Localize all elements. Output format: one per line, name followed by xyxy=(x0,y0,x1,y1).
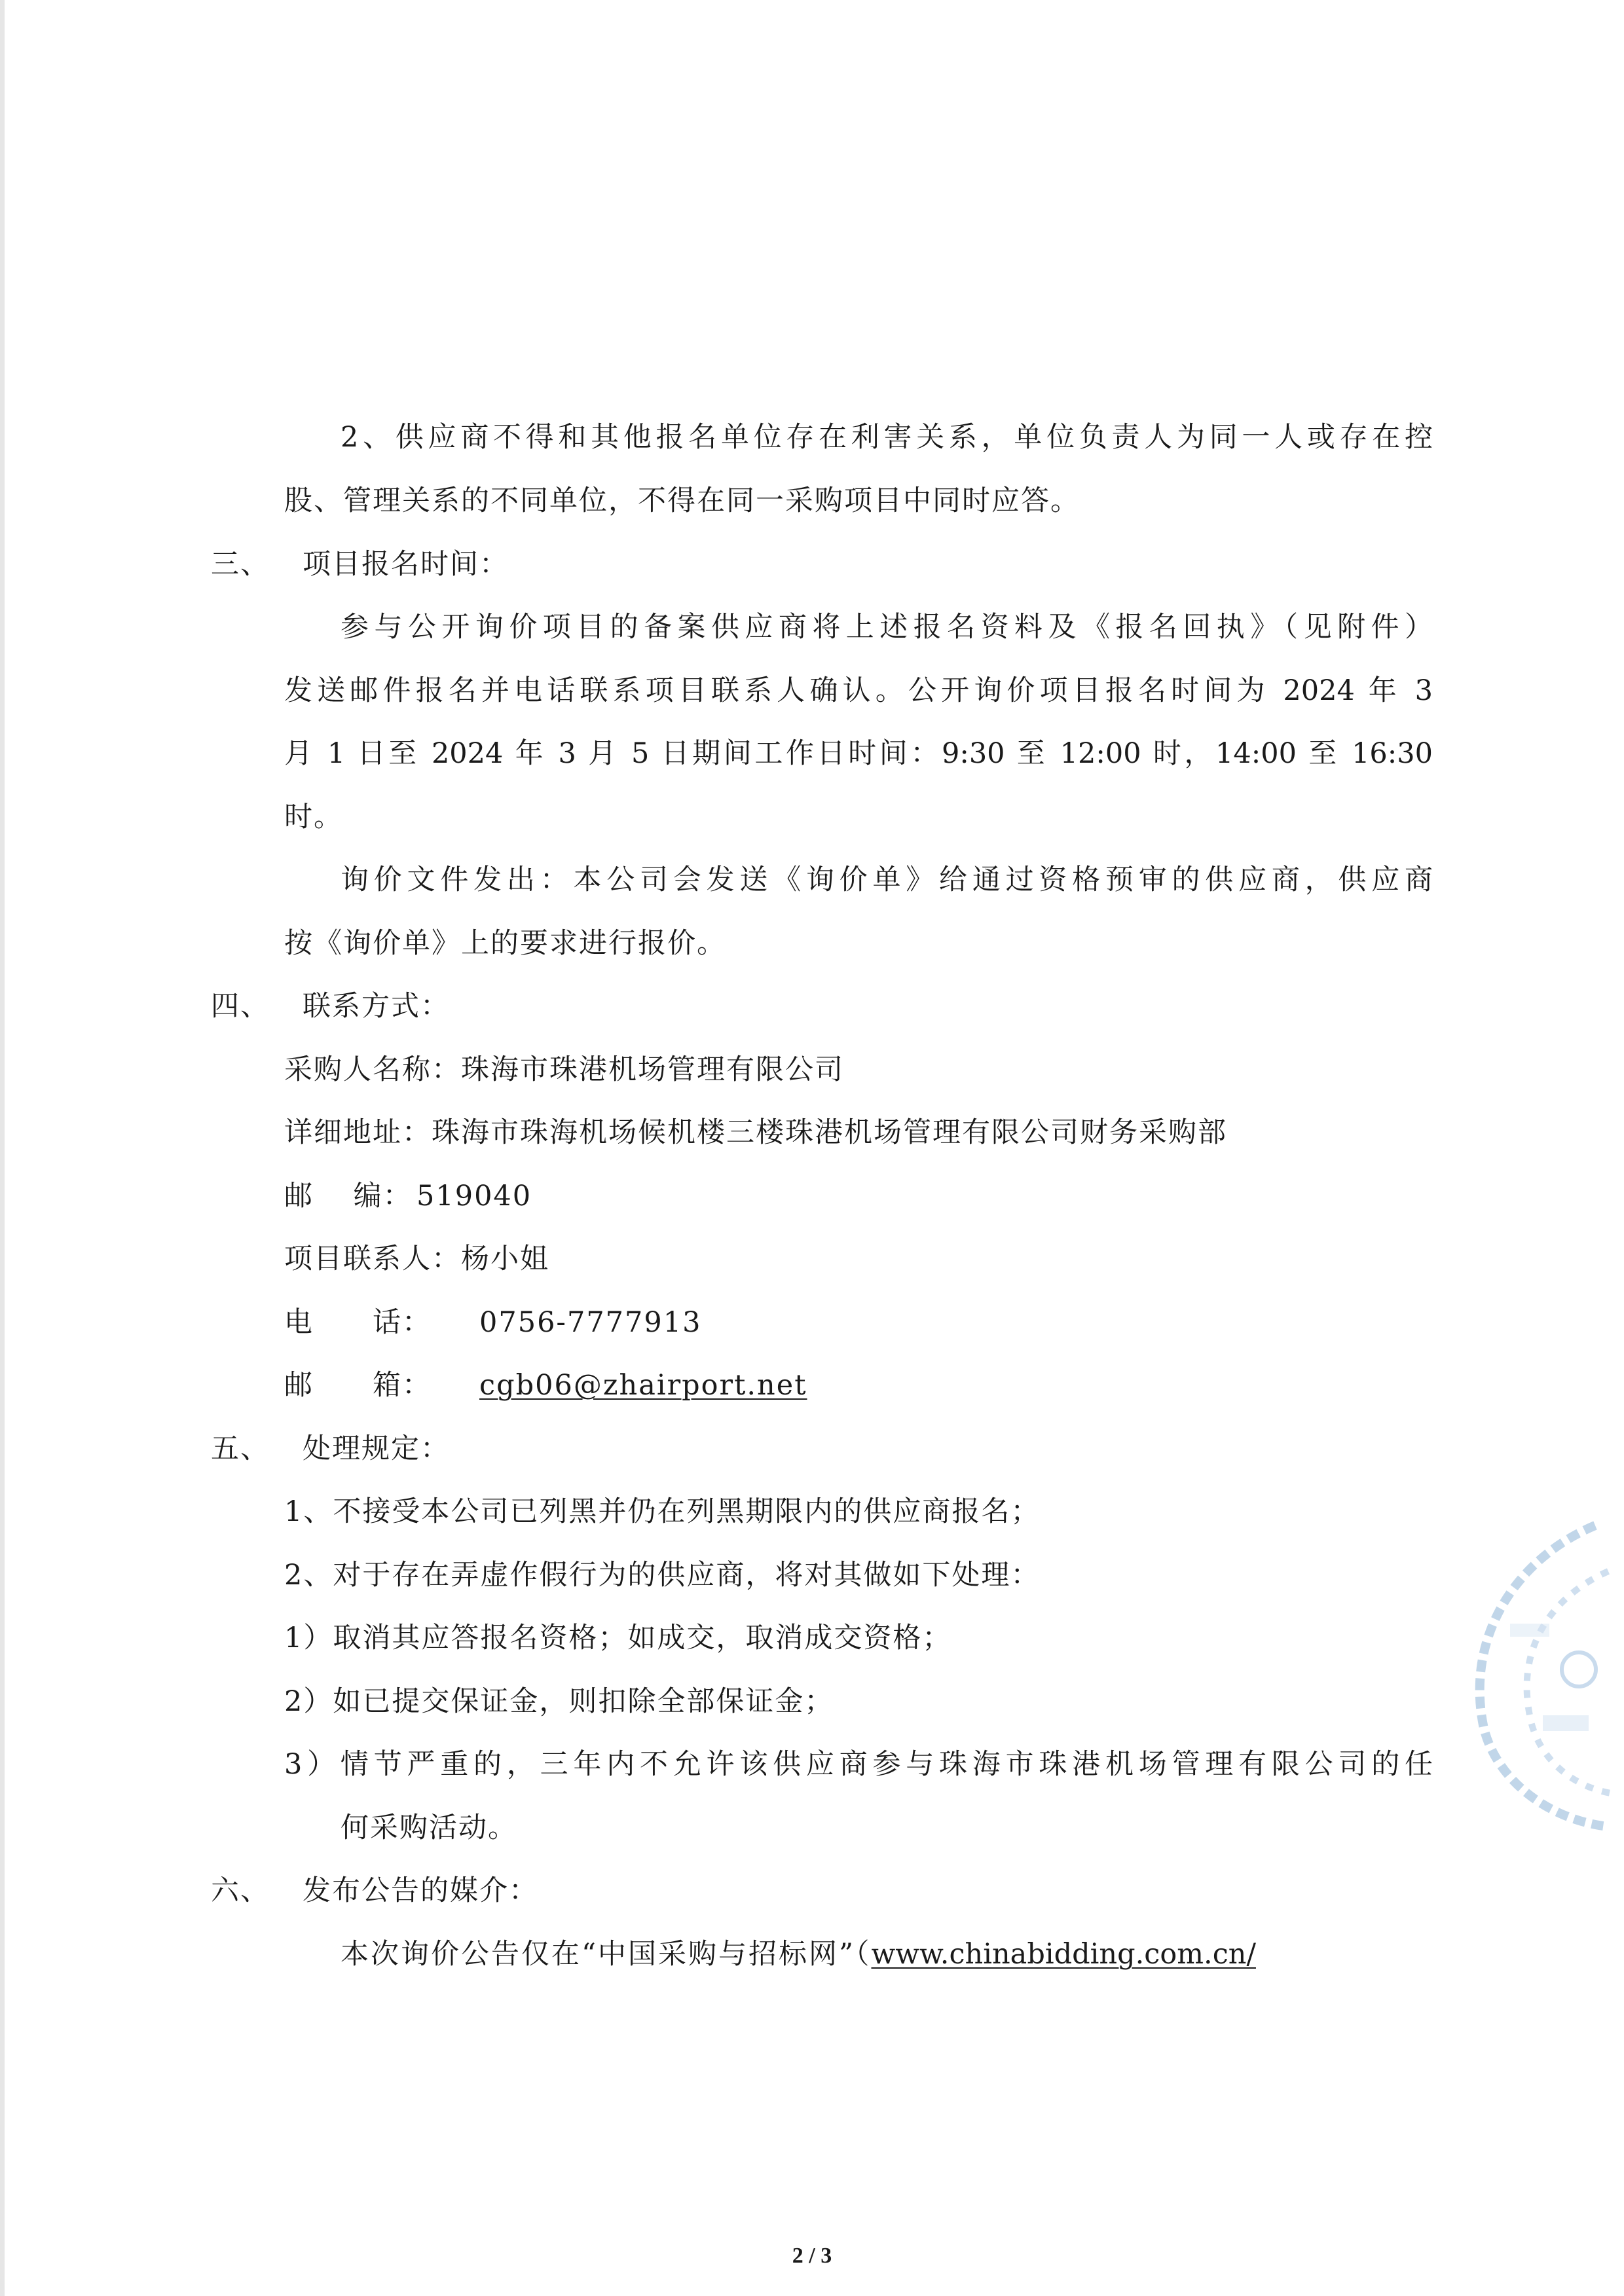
section3-number: 三、 xyxy=(211,548,270,581)
section6-p1-text: 本次询价公告仅在“中国采购与招标网”（ xyxy=(341,1938,872,1971)
section3-p1-line2: 发送邮件报名并电话联系项目联系人确认。公开询价项目报名时间为 2024 年 3 xyxy=(284,674,1433,707)
section3-p2-line2: 按《询价单》上的要求进行报价。 xyxy=(284,927,726,960)
seal-stamp-icon xyxy=(1438,1519,1624,1833)
phone-label: 电 话： xyxy=(284,1306,432,1339)
section3-p1-line1: 参与公开询价项目的备案供应商将上述报名资料及《报名回执》（见附件） xyxy=(341,611,1433,644)
project-contact: 项目联系人：杨小姐 xyxy=(284,1243,549,1275)
section5-item1: 1、不接受本公司已列黑并仍在列黑期限内的供应商报名； xyxy=(284,1495,1041,1528)
section3-p2-line1: 询价文件发出：本公司会发送《询价单》给通过资格预审的供应商，供应商 xyxy=(341,864,1433,896)
postcode-value: 519040 xyxy=(416,1180,532,1212)
email-link[interactable]: cgb06@zhairport.net xyxy=(479,1369,807,1402)
section3-p1-line3: 月 1 日至 2024 年 3 月 5 日期间工作日时间：9:30 至 12:00 时，14:00 至 16:30 xyxy=(284,737,1433,770)
page-number: 2 / 3 xyxy=(792,2244,832,2268)
chinabidding-link[interactable]: www.chinabidding.com.cn/ xyxy=(871,1938,1256,1971)
section4-title: 联系方式： xyxy=(303,990,450,1023)
detailed-address: 详细地址：珠海市珠海机场候机楼三楼珠港机场管理有限公司财务采购部 xyxy=(284,1116,1227,1149)
email-label: 邮 箱： xyxy=(284,1369,432,1402)
postcode-label: 邮 编： xyxy=(284,1180,413,1212)
section5-sub2: 2）如已提交保证金，则扣除全部保证金； xyxy=(284,1685,834,1718)
section5-sub1: 1）取消其应答报名资格；如成交，取消成交资格； xyxy=(284,1622,952,1654)
section4-number: 四、 xyxy=(211,990,270,1023)
purchaser-name: 采购人名称：珠海市珠港机场管理有限公司 xyxy=(284,1053,844,1086)
section3-title: 项目报名时间： xyxy=(303,548,509,581)
section3-p1-line4: 时。 xyxy=(284,801,343,833)
scan-edge xyxy=(0,0,5,2296)
section5-sub3-line1: 3）情节严重的，三年内不允许该供应商参与珠海市珠港机场管理有限公司的任 xyxy=(284,1748,1433,1781)
section2-item2-line2: 股、管理关系的不同单位，不得在同一采购项目中同时应答。 xyxy=(284,484,1080,517)
section6-number: 六、 xyxy=(211,1874,270,1907)
section6-title: 发布公告的媒介： xyxy=(303,1874,538,1907)
section5-title: 处理规定： xyxy=(303,1432,450,1465)
section5-sub3-line2: 何采购活动。 xyxy=(341,1812,517,1844)
section5-item2: 2、对于存在弄虚作假行为的供应商，将对其做如下处理： xyxy=(284,1559,1041,1592)
section6-p1 xyxy=(341,1935,1433,1974)
phone-value: 0756-7777913 xyxy=(479,1306,702,1339)
section2-item2-line1: 2、供应商不得和其他报名单位存在利害关系，单位负责人为同一人或存在控 xyxy=(341,421,1433,454)
section5-number: 五、 xyxy=(211,1432,270,1465)
